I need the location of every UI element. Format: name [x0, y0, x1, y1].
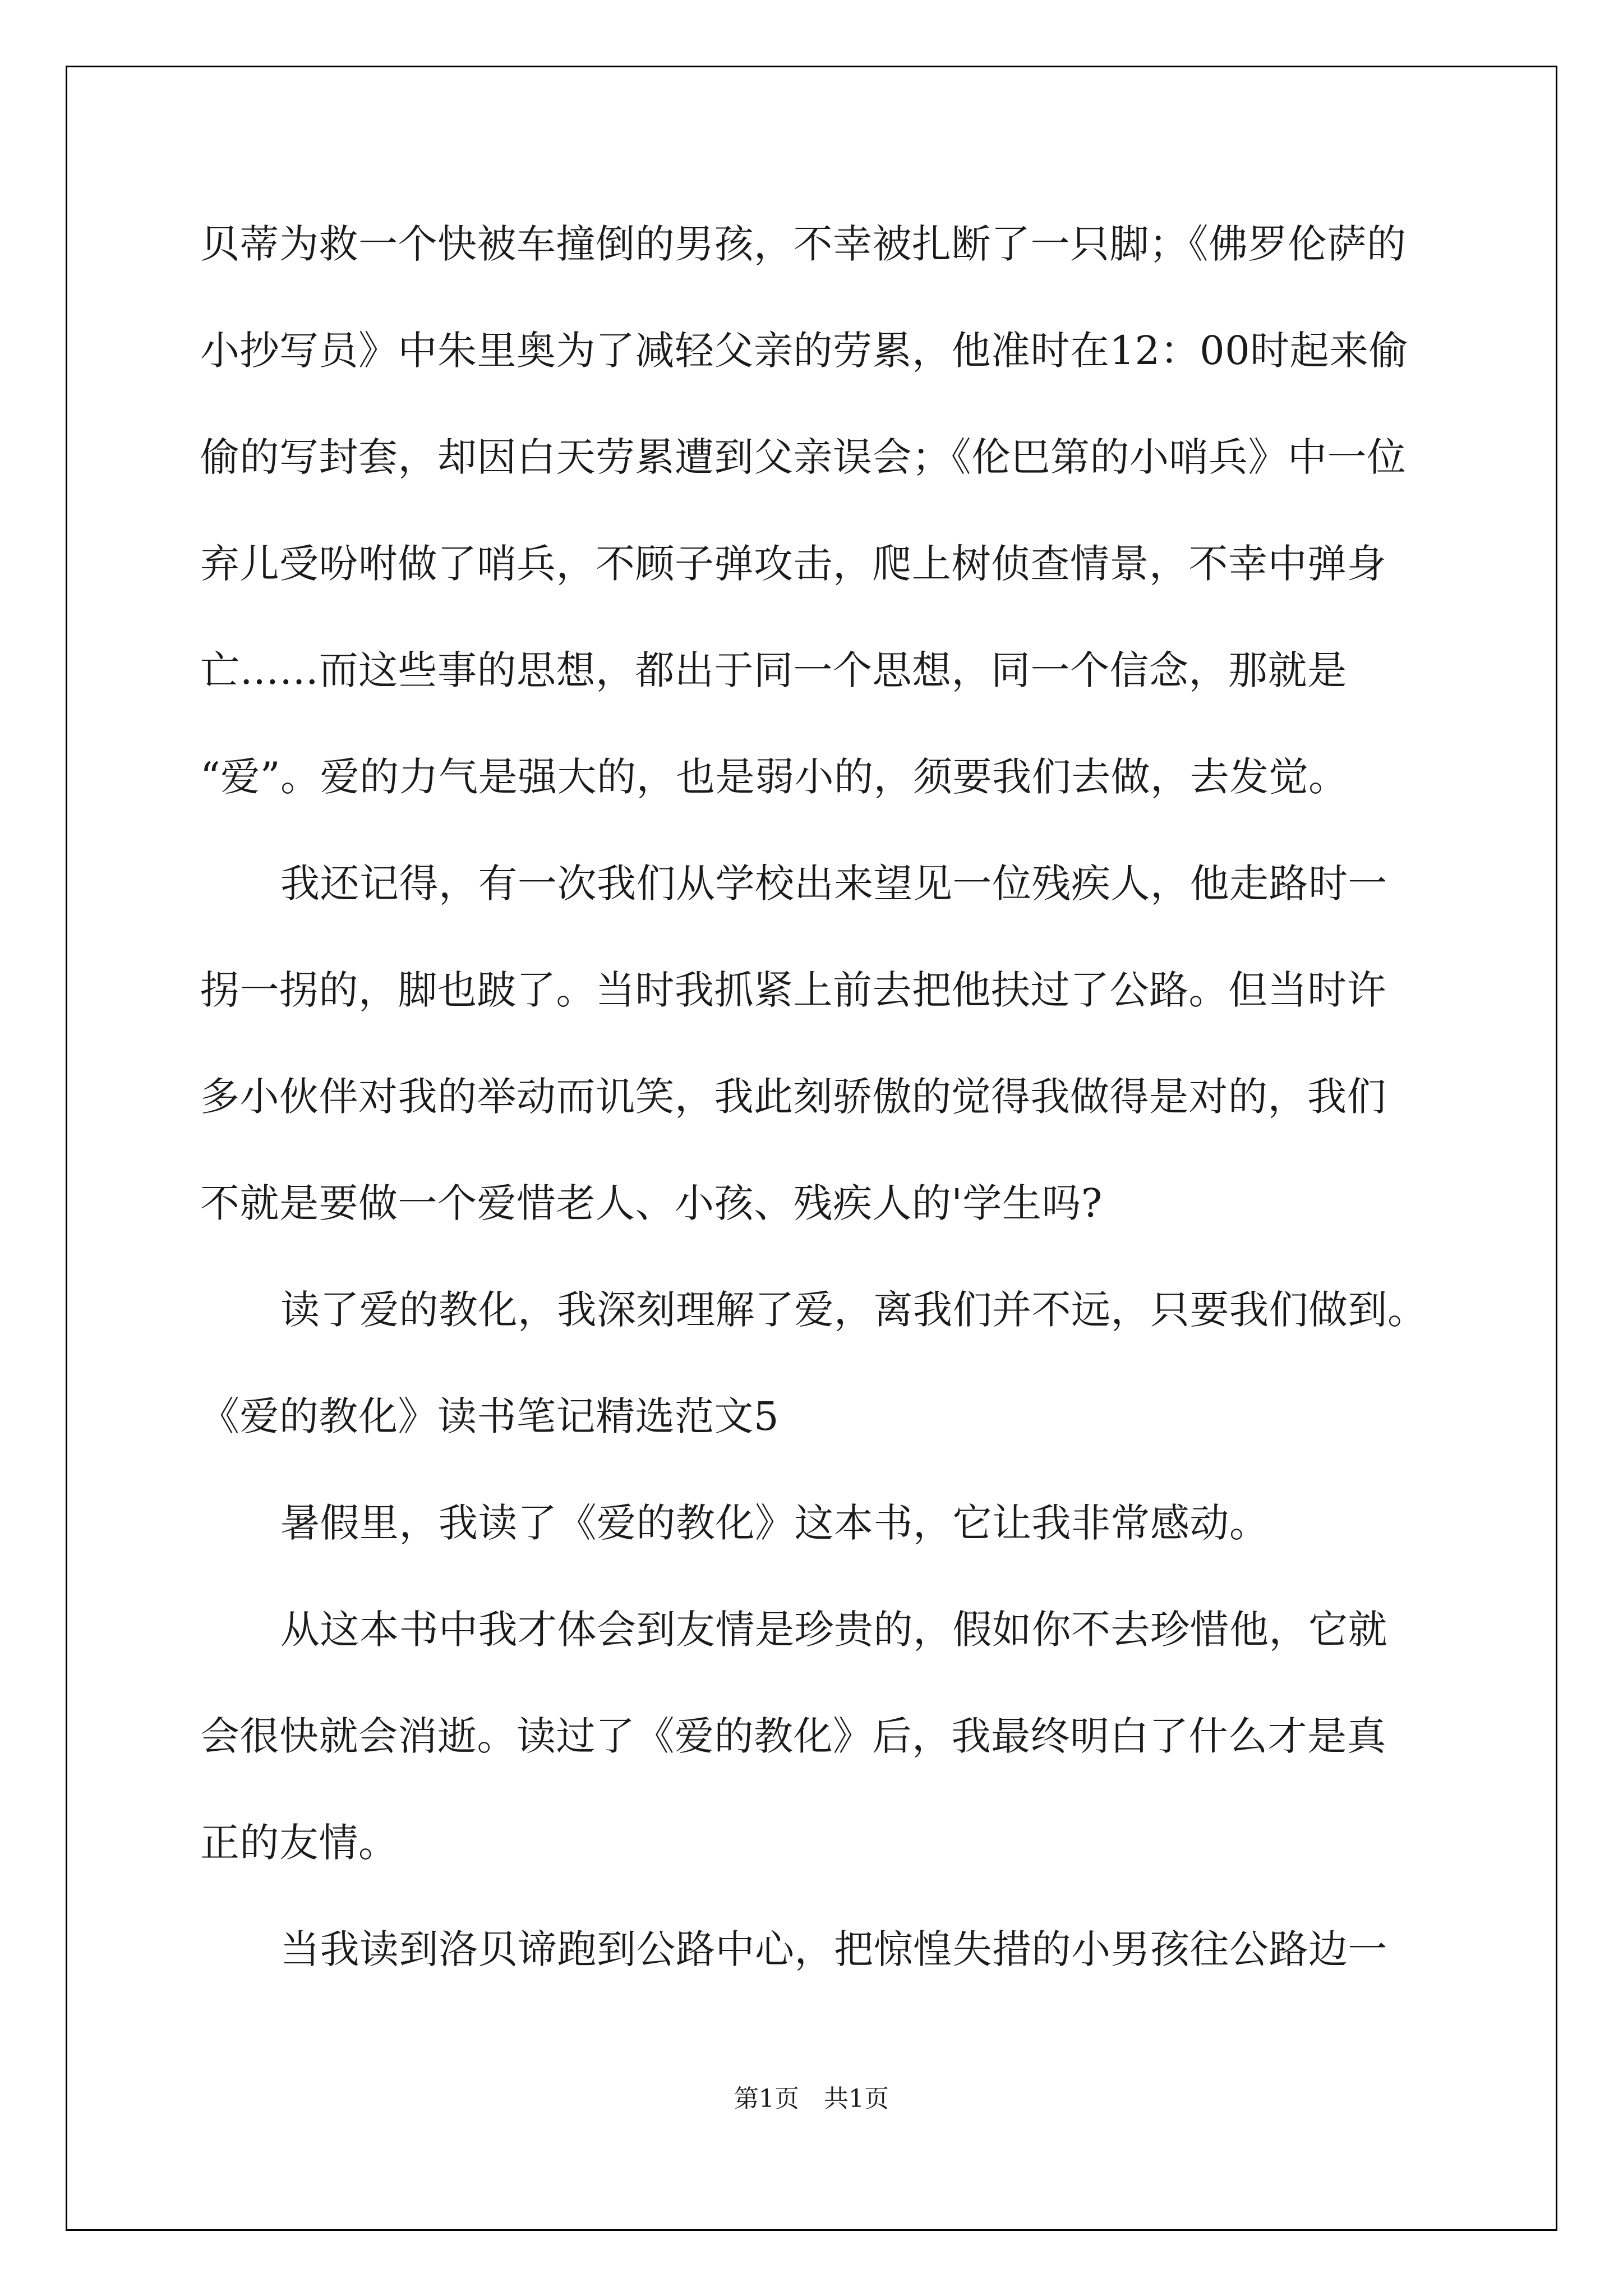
page-border: [66, 66, 1557, 2231]
paragraph-start: 我还记得，有一次我们从学校出来望见一位残疾人，他走路时一: [280, 861, 1387, 907]
text-line: “爱”。爱的力气是强大的，也是弱小的，须要我们去做，去发觉。: [200, 754, 1348, 800]
text-line: 偷的写封套，却因白天劳累遭到父亲误会；《伦巴第的小哨兵》中一位: [200, 434, 1407, 480]
text-line: 正的友情。: [200, 1820, 398, 1866]
text-line: 不就是要做一个爱惜老人、小孩、残疾人的'学生吗?: [200, 1180, 1103, 1226]
text-line: 贝蒂为救一个快被车撞倒的男孩，不幸被扎断了一只脚；《佛罗伦萨的: [200, 221, 1407, 267]
paragraph-start: 读了爱的教化，我深刻理解了爱，离我们并不远，只要我们做到。: [280, 1287, 1427, 1333]
paragraph-start: 当我读到洛贝谛跑到公路中心，把惊惶失措的小男孩往公路边一: [280, 1926, 1387, 1972]
paragraph-start: 暑假里，我读了《爱的教化》这本书，它让我非常感动。: [280, 1500, 1269, 1546]
text-line: 多小伙伴对我的举动而讥笑，我此刻骄傲的觉得我做得是对的，我们: [200, 1074, 1386, 1120]
text-line: 弃儿受吩咐做了哨兵，不顾子弹攻击，爬上树侦查情景，不幸中弹身: [200, 541, 1386, 587]
paragraph-start: 从这本书中我才体会到友情是珍贵的，假如你不去珍惜他，它就: [280, 1607, 1387, 1653]
section-heading: 《爱的教化》读书笔记精选范文5: [200, 1393, 780, 1439]
text-line: 会很快就会消逝。读过了《爱的教化》后，我最终明白了什么才是真: [200, 1713, 1386, 1759]
text-line: 亡……而这些事的思想，都出于同一个思想，同一个信念，那就是: [200, 647, 1347, 693]
page-number-footer: 第1页 共1页: [734, 2085, 889, 2113]
text-line: 拐一拐的，脚也跛了。当时我抓紧上前去把他扶过了公路。但当时许: [200, 967, 1386, 1013]
text-line: 小抄写员》中朱里奥为了减轻父亲的劳累，他准时在12：00时起来偷: [200, 328, 1409, 374]
